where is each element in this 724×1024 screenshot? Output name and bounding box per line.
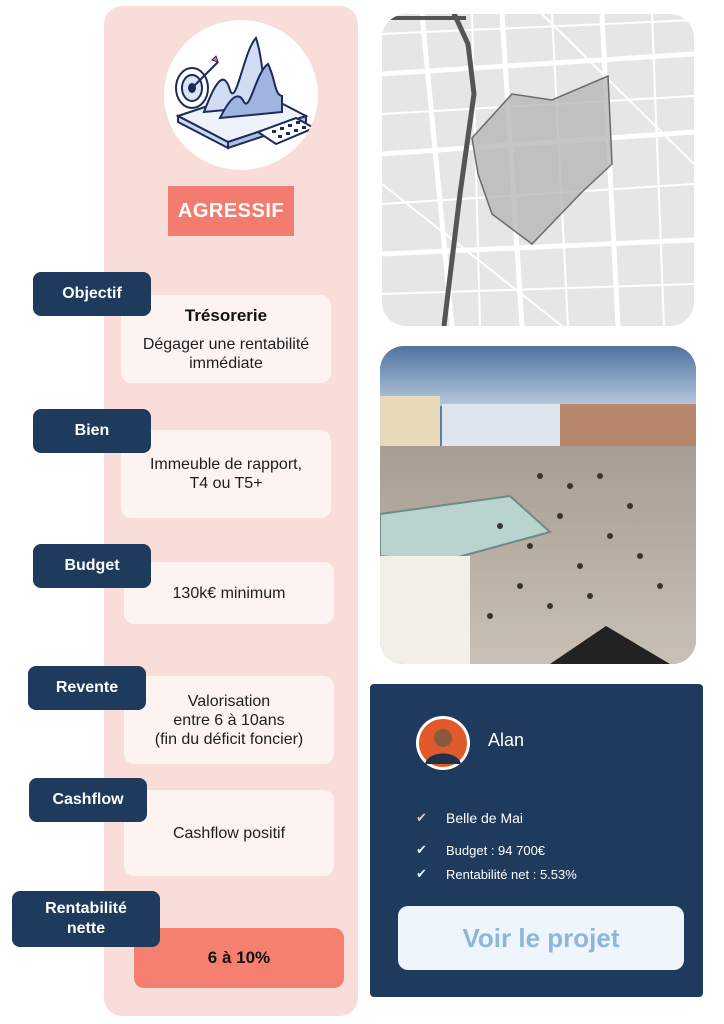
yield-label-line: Rentabilité <box>45 900 127 917</box>
yield-value: 6 à 10% <box>207 948 271 967</box>
criteria-line: entre 6 à 10ans <box>173 711 285 729</box>
criteria-card-bien <box>121 430 331 518</box>
view-project-button[interactable]: Voir le projet <box>398 906 684 970</box>
criteria-label-bien: Bien <box>33 409 151 453</box>
criteria-line: Dégager une rentabilité <box>142 335 310 353</box>
target-chart-illustration-icon <box>164 20 318 170</box>
check-icon: ✔ <box>416 810 427 825</box>
criteria-label-budget: Budget <box>33 544 151 588</box>
owner-name: Alan <box>488 730 525 750</box>
check-icon: ✔ <box>416 866 427 881</box>
criteria-title: Trésorerie <box>184 305 268 325</box>
criteria-line: immédiate <box>189 354 263 372</box>
criteria-line: Cashflow positif <box>172 824 286 842</box>
check-icon: ✔ <box>416 842 427 857</box>
profile-type-badge: AGRESSIF <box>168 186 294 236</box>
neighborhood-map <box>382 14 694 326</box>
project-location-row <box>416 810 523 826</box>
criteria-line: Valorisation <box>187 692 271 710</box>
criteria-line: Immeuble de rapport, <box>149 456 303 473</box>
project-yield: Rentabilité net : 5.53% <box>446 866 577 882</box>
yield-value-box <box>134 928 344 988</box>
criteria-card-revente <box>124 676 334 764</box>
project-budget: Budget : 94 700€ <box>446 842 546 858</box>
criteria-label-objectif: Objectif <box>33 272 151 316</box>
project-location: Belle de Mai <box>446 810 524 826</box>
owner-avatar <box>416 716 470 770</box>
friche-belle-de-mai-photo <box>380 346 696 664</box>
criteria-card-objectif <box>121 295 331 383</box>
project-budget-row <box>416 842 545 858</box>
yield-label-line: nette <box>66 920 106 937</box>
project-yield-row <box>416 866 577 882</box>
criteria-line: 130k€ minimum <box>172 584 286 602</box>
criteria-label-revente: Revente <box>28 666 146 710</box>
criteria-card-budget <box>124 562 334 624</box>
criteria-line: T4 ou T5+ <box>189 475 263 492</box>
criteria-label-cashflow: Cashflow <box>29 778 147 822</box>
criteria-card-cashflow <box>124 790 334 876</box>
criteria-line: (fin du déficit foncier) <box>154 730 304 748</box>
yield-label <box>12 891 160 947</box>
